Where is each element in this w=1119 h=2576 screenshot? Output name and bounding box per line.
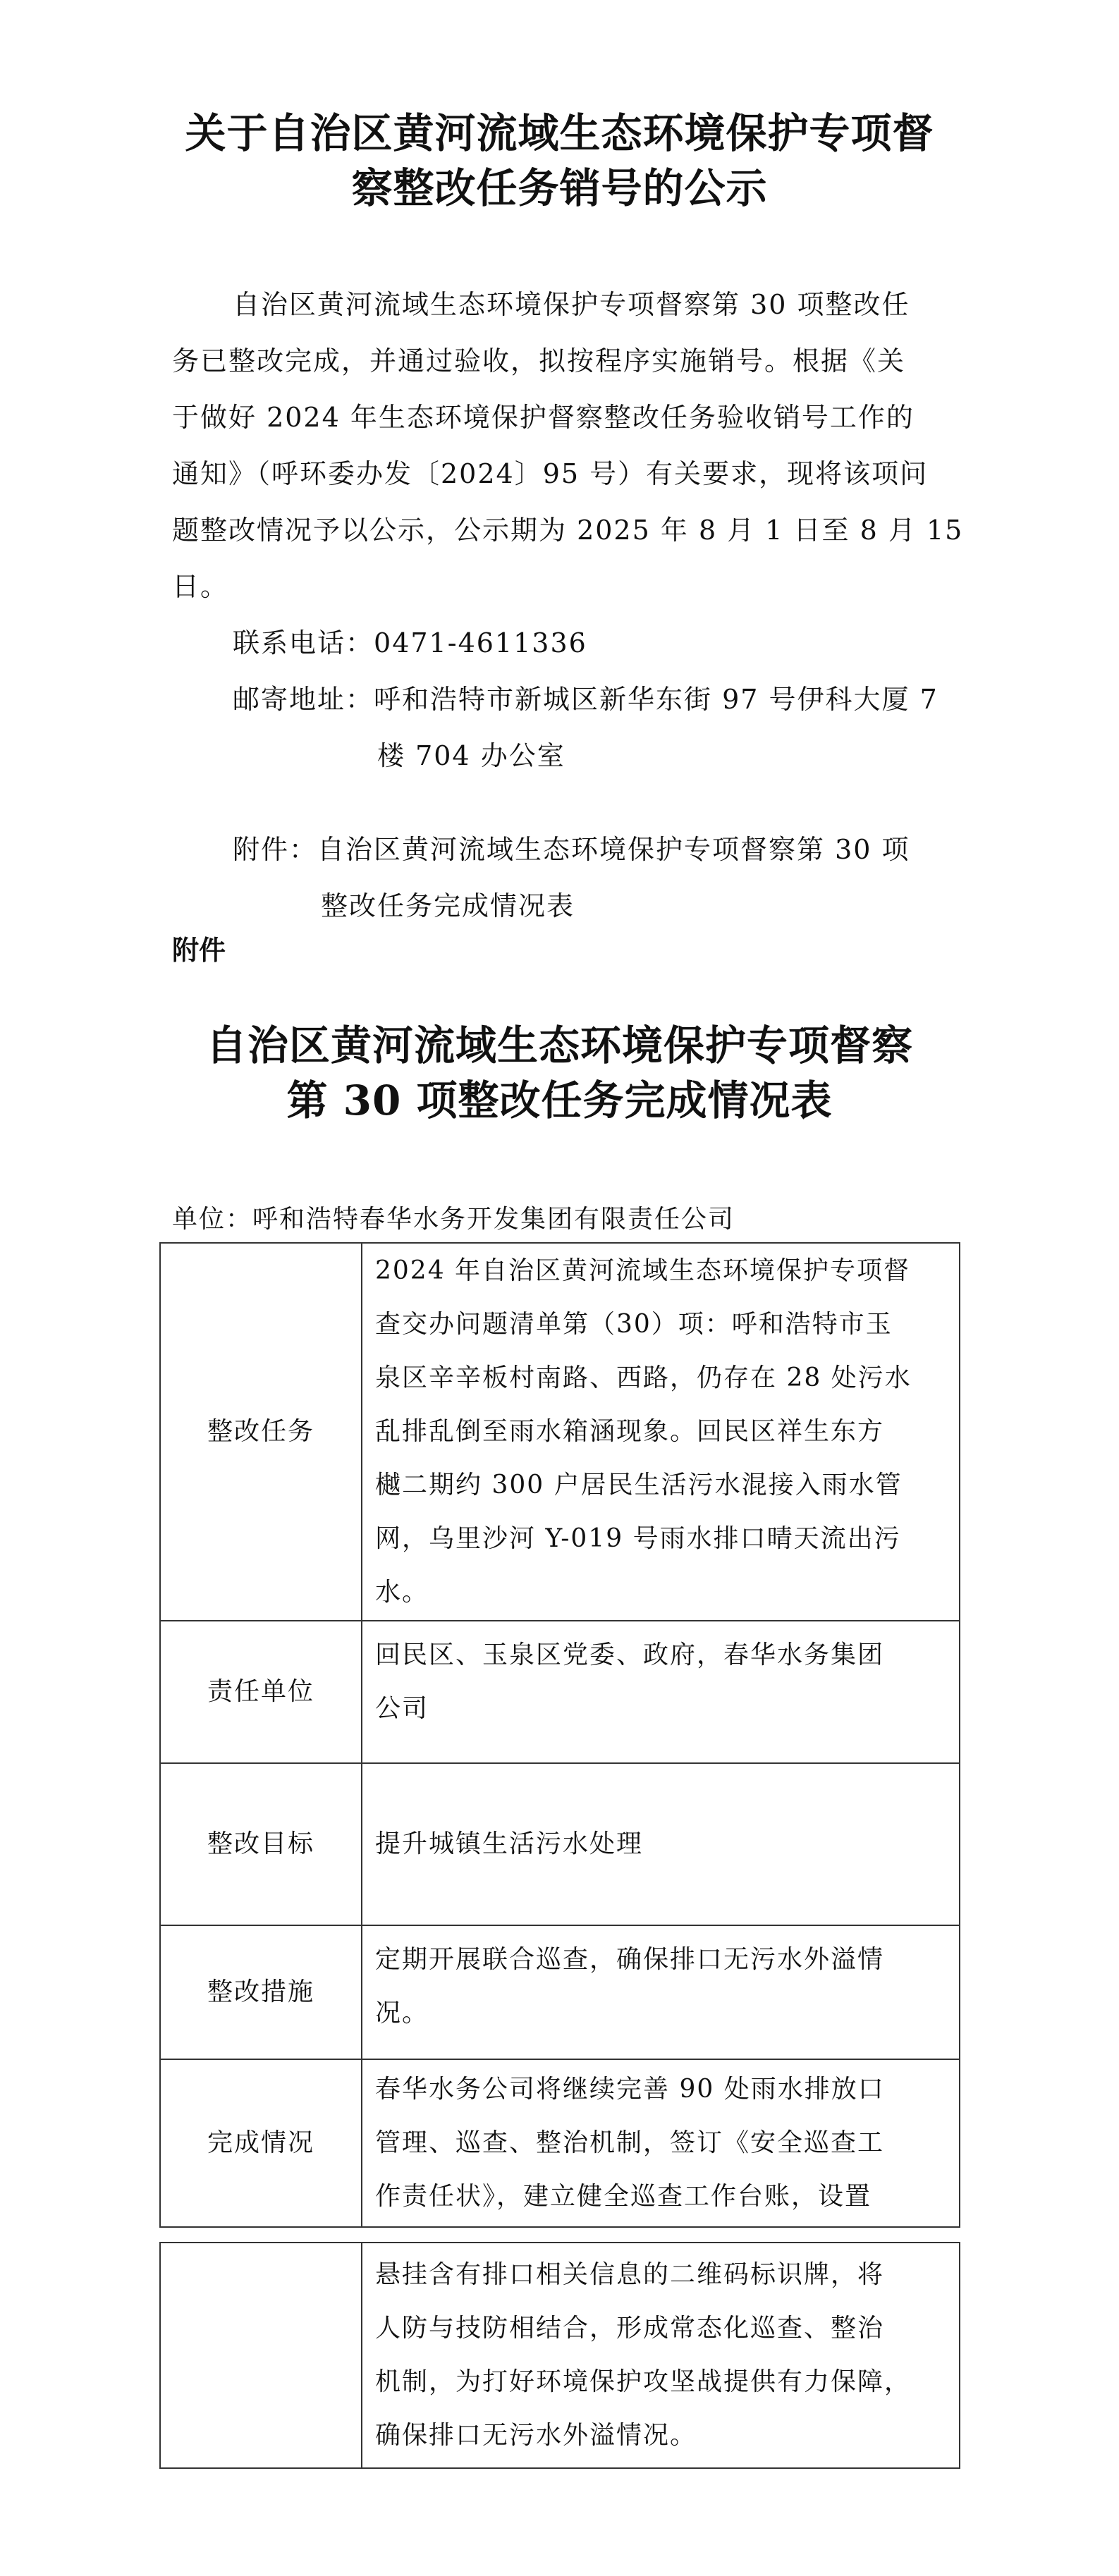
- appendix-title-line: 第 30 项整改任务完成情况表: [286, 1077, 833, 1124]
- phone-value: 0471-4611336: [374, 627, 587, 658]
- table-row: [160, 1925, 960, 2059]
- content-line: 提升城镇生活污水处理: [375, 1829, 644, 1858]
- notice-paragraph-line: 通知》（呼环委办发〔2024〕95 号）有关要求，现将该项问: [172, 458, 929, 489]
- content-line: 定期开展联合巡查，确保排口无污水外溢情: [375, 1945, 885, 1974]
- content-line: 网，乌里沙河 Y-019 号雨水排口晴天流出污: [375, 1524, 901, 1553]
- content-line: 管理、巡查、整治机制，签订《安全巡查工: [375, 2128, 885, 2157]
- row-label: 整改措施: [160, 1925, 362, 2059]
- table-row: [160, 2059, 960, 2227]
- row-label-empty: [160, 2243, 362, 2468]
- row-label: 整改任务: [160, 1243, 362, 1621]
- content-line: 悬挂含有排口相关信息的二维码标识牌，将: [375, 2260, 885, 2289]
- content-line: 机制，为打好环境保护攻坚战提供有力保障，: [375, 2367, 912, 2396]
- appendix-title: [0, 1018, 1119, 1128]
- notice-paragraph-line: 题整改情况予以公示，公示期为 2025 年 8 月 1 日至 8 月 15: [172, 515, 964, 546]
- content-line: 公司: [375, 1694, 429, 1723]
- phone-row: [233, 615, 587, 671]
- appendix-label: 附件: [172, 935, 226, 966]
- attachment-label: 附件：: [233, 834, 318, 865]
- address-label: 邮寄地址：: [233, 684, 374, 715]
- content-line: 作责任状》，建立健全巡查工作台账，设置: [375, 2182, 872, 2211]
- notice-paragraph-line: 自治区黄河流域生态环境保护专项督察第 30 项整改任: [233, 289, 910, 320]
- notice-title: [0, 106, 1119, 216]
- address-value: 呼和浩特市新城区新华东街 97 号伊科大厦 7: [374, 684, 938, 715]
- notice-title-line: 察整改任务销号的公示: [351, 164, 768, 212]
- content-line: 2024 年自治区黄河流域生态环境保护专项督: [375, 1256, 911, 1285]
- content-line: 况。: [375, 1999, 429, 2028]
- content-line: 水。: [375, 1578, 429, 1607]
- attachment-continuation: 整改任务完成情况表: [321, 890, 575, 921]
- row-content: [362, 1763, 960, 1925]
- address-row: [233, 671, 938, 728]
- content-line: 确保排口无污水外溢情况。: [375, 2421, 697, 2450]
- row-content: [362, 2059, 960, 2227]
- row-label: 完成情况: [160, 2059, 362, 2227]
- notice-title-line: 关于自治区黄河流域生态环境保护专项督: [185, 109, 934, 157]
- table-row: [160, 1243, 960, 1621]
- table-row: [160, 1621, 960, 1763]
- content-line: 查交办问题清单第（30）项：呼和浩特市玉: [375, 1310, 893, 1339]
- row-content: [362, 2243, 960, 2468]
- notice-paragraph-line: 日。: [172, 571, 229, 602]
- content-line: 乱排乱倒至雨水箱涵现象。回民区祥生东方: [375, 1417, 885, 1446]
- attachment-row: [233, 821, 910, 878]
- content-line: 人防与技防相结合，形成常态化巡查、整治: [375, 2314, 885, 2343]
- content-line: 春华水务公司将继续完善 90 处雨水排放口: [375, 2075, 885, 2104]
- row-label: 责任单位: [160, 1621, 362, 1763]
- content-line: 泉区辛辛板村南路、西路，仍存在 28 处污水: [375, 1363, 912, 1392]
- row-content: [362, 1243, 960, 1621]
- notice-paragraph-line: 务已整改完成，并通过验收，拟按程序实施销号。根据《关: [172, 345, 906, 376]
- completion-table: [159, 1242, 960, 2228]
- phone-label: 联系电话：: [233, 627, 374, 658]
- continuation-table: [159, 2242, 960, 2469]
- unit-line: 单位：呼和浩特春华水务开发集团有限责任公司: [172, 1205, 735, 1234]
- row-content: [362, 1925, 960, 2059]
- appendix-title-line: 自治区黄河流域生态环境保护专项督察: [205, 1022, 913, 1069]
- address-continuation: 楼 704 办公室: [377, 740, 565, 771]
- attachment-title: 自治区黄河流域生态环境保护专项督察第 30 项: [317, 834, 910, 865]
- content-line: 回民区、玉泉区党委、政府，春华水务集团: [375, 1640, 885, 1669]
- notice-paragraph-line: 于做好 2024 年生态环境保护督察整改任务验收销号工作的: [172, 402, 915, 433]
- table-row: [160, 1763, 960, 1925]
- content-line: 樾二期约 300 户居民生活污水混接入雨水管: [375, 1471, 903, 1499]
- row-label: 整改目标: [160, 1763, 362, 1925]
- table-row: [160, 2243, 960, 2468]
- row-content: [362, 1621, 960, 1763]
